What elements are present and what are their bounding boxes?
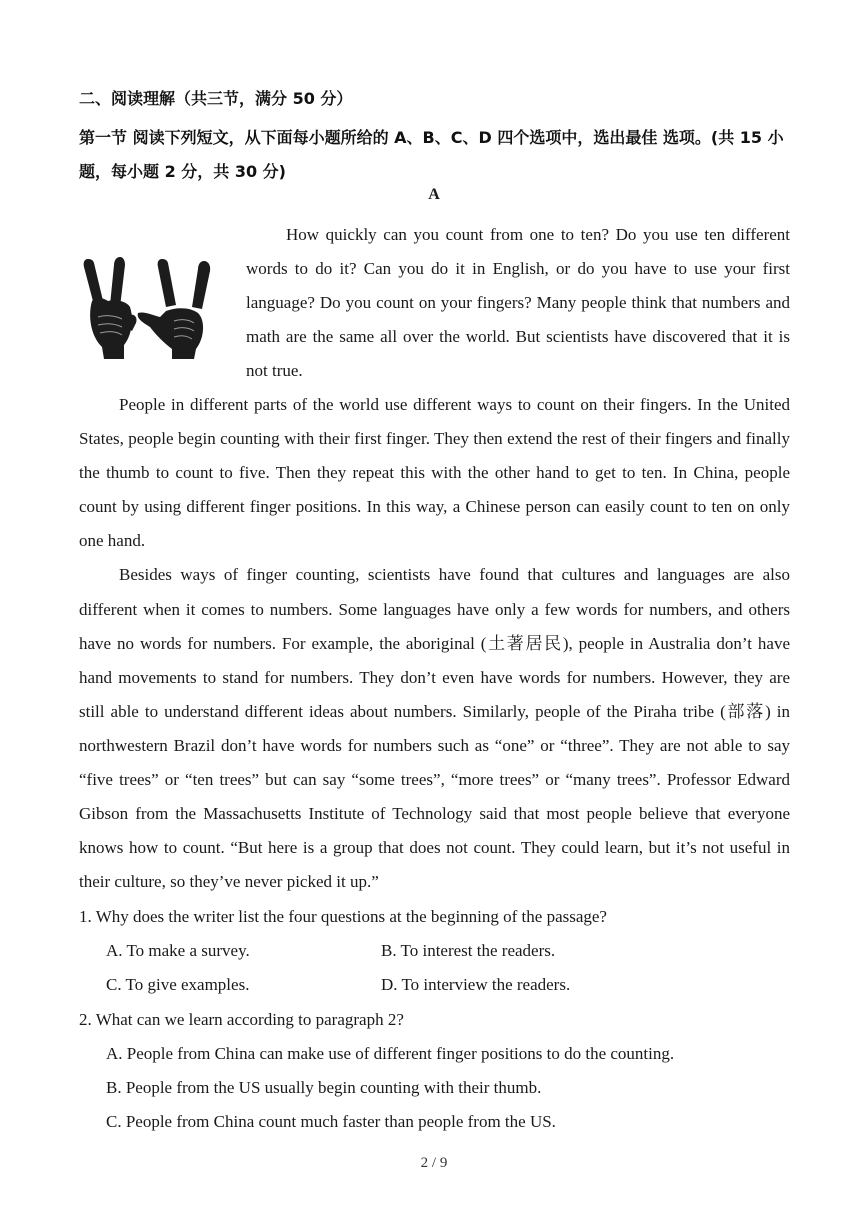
question-2-option-a: A. People from China can make use of different finger positions to do the counting. — [106, 1044, 675, 1063]
question-1-option-b: B. To interest the readers. — [381, 941, 556, 960]
paragraph-3: Besides ways of finger counting, scientists have found that cultures and languages are also different when it comes to numbers. Some languages have only a few words for numbers, and others have no words for numbers. For example, the aboriginal (土著居民), people in Australia don’t have hand movements to stand for numbers. They don’t even have words for numbers. However, they are still able to understand different ideas about numbers. Similarly, people of the Piraha tribe (部落) in northwestern Brazil don’t have words for numbers such as “one” or “three”. They are not able to say “five trees” or “ten trees” but can say “some trees”, “more trees” or “many trees”. Professor Edward Gibson from the Massachusetts Institute of Technology said that most people believe that everyone knows how to count. “But here is a group that does not count. They could learn, but it’s not useful in their culture, so they’ve never picked it up.” — [79, 565, 790, 892]
section-heading: 二、阅读理解（共三节，满分 50 分） — [79, 89, 353, 108]
page-number: 2 / 9 — [420, 1155, 448, 1171]
question-1-option-c: C. To give examples. — [106, 975, 250, 994]
question-1-stem: 1. Why does the writer list the four questions at the beginning of the passage? — [79, 907, 607, 926]
intro-paragraph: How quickly can you count from one to ten? Do you use ten different words to do it? Can you do it in English, or do you have to use your first language? Do you count on your fingers? Many people think that numbers and math are the same all over the world. But scientists have discovered that it is not true. — [246, 225, 790, 381]
section-instruction: 第一节 阅读下列短文，从下面每小题所给的 A、B、C、D 四个选项中，选出最佳 选项。(共 15 小题，每小题 2 分，共 30 分) — [79, 128, 784, 181]
question-1-option-d: D. To interview the readers. — [381, 975, 571, 994]
passage-intro — [246, 218, 790, 388]
question-2-option-c: C. People from China count much faster than people from the US. — [106, 1112, 556, 1131]
passage-body — [79, 388, 790, 899]
question-1-option-a: A. To make a survey. — [106, 941, 250, 960]
question-2-option-b: B. People from the US usually begin counting with their thumb. — [106, 1078, 542, 1097]
hand-gestures-icon — [80, 255, 220, 360]
question-2-stem: 2. What can we learn according to paragraph 2? — [79, 1010, 404, 1029]
paragraph-2: People in different parts of the world use different ways to count on their fingers. In the United States, people begin counting with their first finger. They then extend the rest of their fingers and finally the thumb to count to five. Then they repeat this with the other hand to get to ten. In China, people count by using different finger positions. In this way, a Chinese person can easily count to ten on only one hand. — [79, 395, 790, 551]
passage-letter: A — [428, 186, 440, 203]
